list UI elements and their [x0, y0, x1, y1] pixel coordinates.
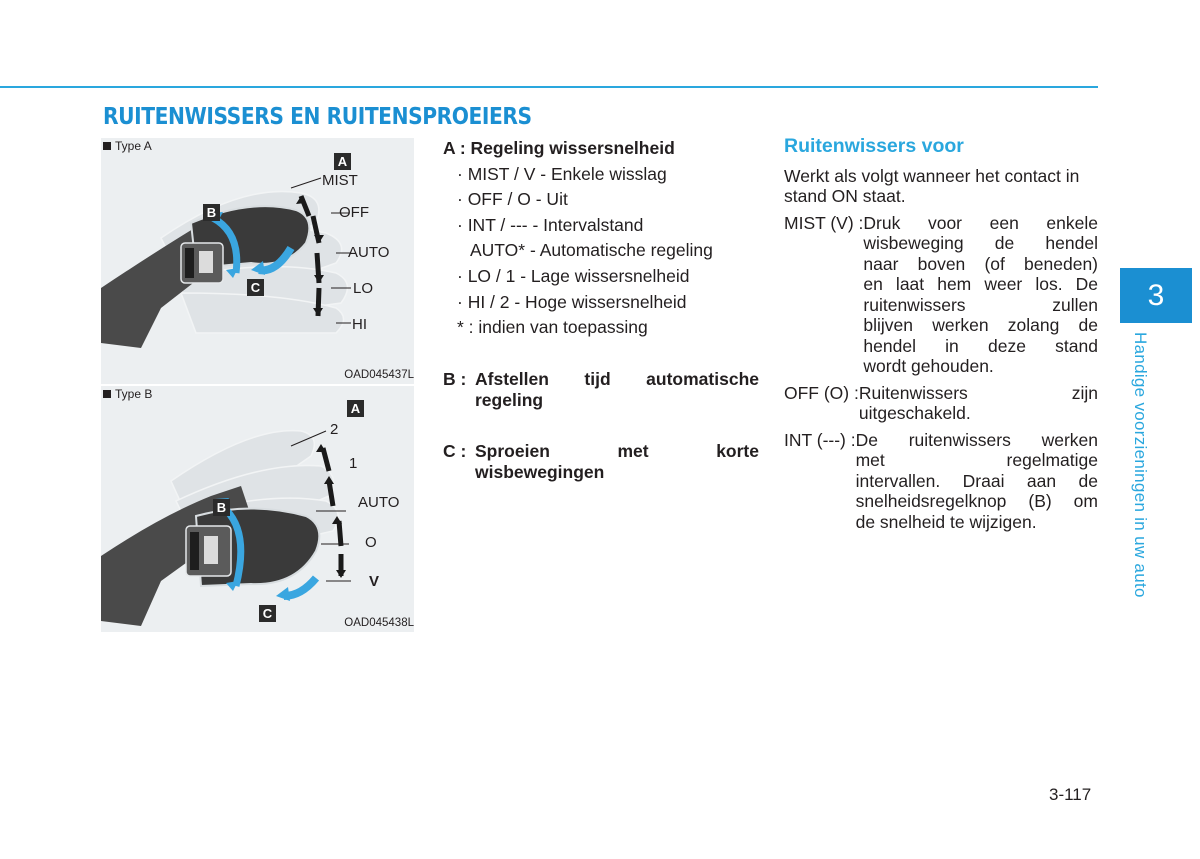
intro-line: Werkt als volgt wanneer het contact in — [784, 165, 1080, 186]
mist-line: Druk voor een enkele — [863, 212, 1098, 233]
figure-type-label: Type A — [103, 139, 152, 153]
badge-a: A — [334, 153, 351, 170]
label-mist-v: V — [369, 573, 380, 590]
label-lo: LO — [353, 280, 374, 297]
int-line: de snelheid te wijzigen. — [855, 511, 1037, 532]
legend-item: · OFF / O - Uit — [457, 189, 568, 210]
int-line: De ruitenwissers werken — [855, 429, 1098, 450]
subsection-heading: Ruitenwissers voor — [784, 135, 964, 157]
intro-line: stand ON staat. — [784, 186, 906, 206]
legend-item: · INT / --- - Intervalstand — [457, 214, 644, 235]
square-bullet-icon — [103, 390, 111, 398]
off-definition — [784, 383, 1098, 424]
int-definition — [784, 430, 1098, 533]
badge-b: B — [213, 499, 230, 516]
label-2: 2 — [330, 421, 339, 438]
label-off-o: O — [365, 534, 377, 551]
legend-column — [443, 136, 759, 483]
figure-code: OAD045438L — [344, 617, 414, 629]
legend-item: AUTO* - Automatische regeling — [470, 240, 713, 261]
section-title: RUITENWISSERS EN RUITENSPROEIERS — [103, 104, 532, 130]
legend-a-heading: A : Regeling wissersnelheid — [443, 138, 675, 158]
description-column — [784, 136, 1098, 538]
legend-item: * : indien van toepassing — [457, 317, 648, 338]
chapter-title: Handige voorzieningen in uw auto — [1131, 332, 1150, 598]
legend-b — [443, 369, 759, 411]
int-line: intervallen. Draai aan de — [855, 470, 1098, 491]
legend-c-line: wisbewegingen — [475, 461, 605, 482]
figure-type-b — [101, 386, 414, 632]
mist-line: blijven werken zolang de — [863, 315, 1098, 335]
legend-b-line: Afstellen tijd automatische — [475, 368, 759, 389]
mist-definition — [784, 213, 1098, 377]
badge-b: B — [203, 204, 220, 221]
legend-c-line: Sproeien met korte — [475, 440, 759, 461]
mist-line: naar boven (of beneden) — [863, 253, 1098, 274]
label-auto: AUTO — [348, 244, 390, 261]
label-mist: MIST — [322, 172, 358, 189]
legend-item: · LO / 1 - Lage wissersnelheid — [457, 265, 690, 286]
top-rule — [0, 86, 1098, 88]
label-off: OFF — [339, 204, 369, 221]
intro-paragraph — [784, 166, 1098, 207]
page-number: 3-117 — [1049, 785, 1092, 804]
label-auto: AUTO — [358, 494, 400, 511]
legend-c-key: C : — [443, 440, 467, 461]
mist-key: MIST (V) : — [784, 212, 864, 233]
off-line: Ruitenwissers zijn — [858, 382, 1098, 403]
wiper-lever-illustration-a — [101, 138, 414, 384]
mist-line: ruitenwissers zullen — [863, 294, 1098, 315]
mist-line: en laat hem weer los. De — [863, 274, 1098, 294]
mist-line: wisbeweging de hendel — [863, 233, 1098, 253]
figure-type-a — [101, 138, 414, 384]
legend-b-line: regeling — [475, 389, 544, 410]
off-line: uitgeschakeld. — [858, 403, 971, 423]
mist-line: wordt gehouden. — [863, 356, 994, 376]
label-1: 1 — [349, 455, 358, 472]
badge-c: C — [259, 605, 276, 622]
int-key: INT (---) : — [784, 429, 856, 450]
int-line: met regelmatige — [855, 450, 1098, 470]
chapter-tab: 3 — [1120, 268, 1192, 323]
legend-item: · MIST / V - Enkele wisslag — [457, 163, 667, 184]
figure-type-label: Type B — [103, 387, 152, 401]
int-line: snelheidsregelknop (B) om — [855, 491, 1098, 511]
badge-a: A — [347, 400, 364, 417]
legend-b-key: B : — [443, 368, 467, 389]
mist-line: hendel in deze stand — [863, 335, 1098, 356]
legend-c — [443, 441, 759, 483]
legend-item: · HI / 2 - Hoge wissersnelheid — [457, 291, 687, 312]
label-hi: HI — [352, 316, 367, 333]
square-bullet-icon — [103, 142, 111, 150]
figure-code: OAD045437L — [344, 369, 414, 381]
off-key: OFF (O) : — [784, 382, 859, 403]
badge-c: C — [247, 279, 264, 296]
